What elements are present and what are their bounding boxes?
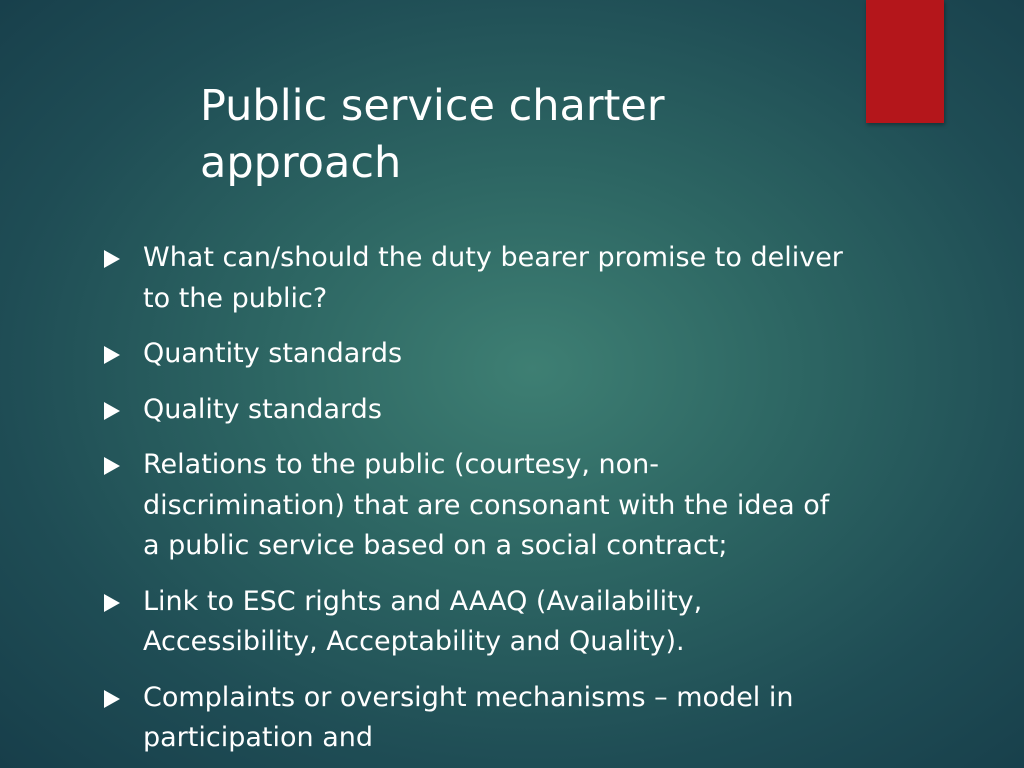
triangle-right-icon [104,457,120,475]
accent-tab [866,0,944,123]
bullet-text: Link to ESC rights and AAAQ (Availability, Accessibility, Acceptability and Quality). [143,585,703,657]
bullet-item [104,390,844,431]
bullet-text: Quality standards [143,393,382,425]
bullet-item [104,678,844,759]
slide-title: Public service charter approach [200,81,665,188]
bullet-item [104,582,844,663]
bullet-text: What can/should the duty bearer promise to deliver to the public? [143,242,843,314]
triangle-right-icon [104,346,120,364]
bullet-text: Relations to the public (courtesy, non-discrimination) that are consonant with the idea of a public service based on a social contract; [143,449,830,561]
bullet-item [104,238,844,319]
bullet-text: Complaints or oversight mechanisms – model in participation and [143,681,794,753]
bullet-text: Quantity standards [143,338,403,369]
bullet-item [104,334,844,375]
triangle-right-icon [104,594,120,612]
triangle-right-icon [104,690,120,708]
triangle-right-icon [104,250,120,268]
bullet-item [104,445,844,567]
triangle-right-icon [104,402,120,420]
bullet-list [104,238,844,768]
